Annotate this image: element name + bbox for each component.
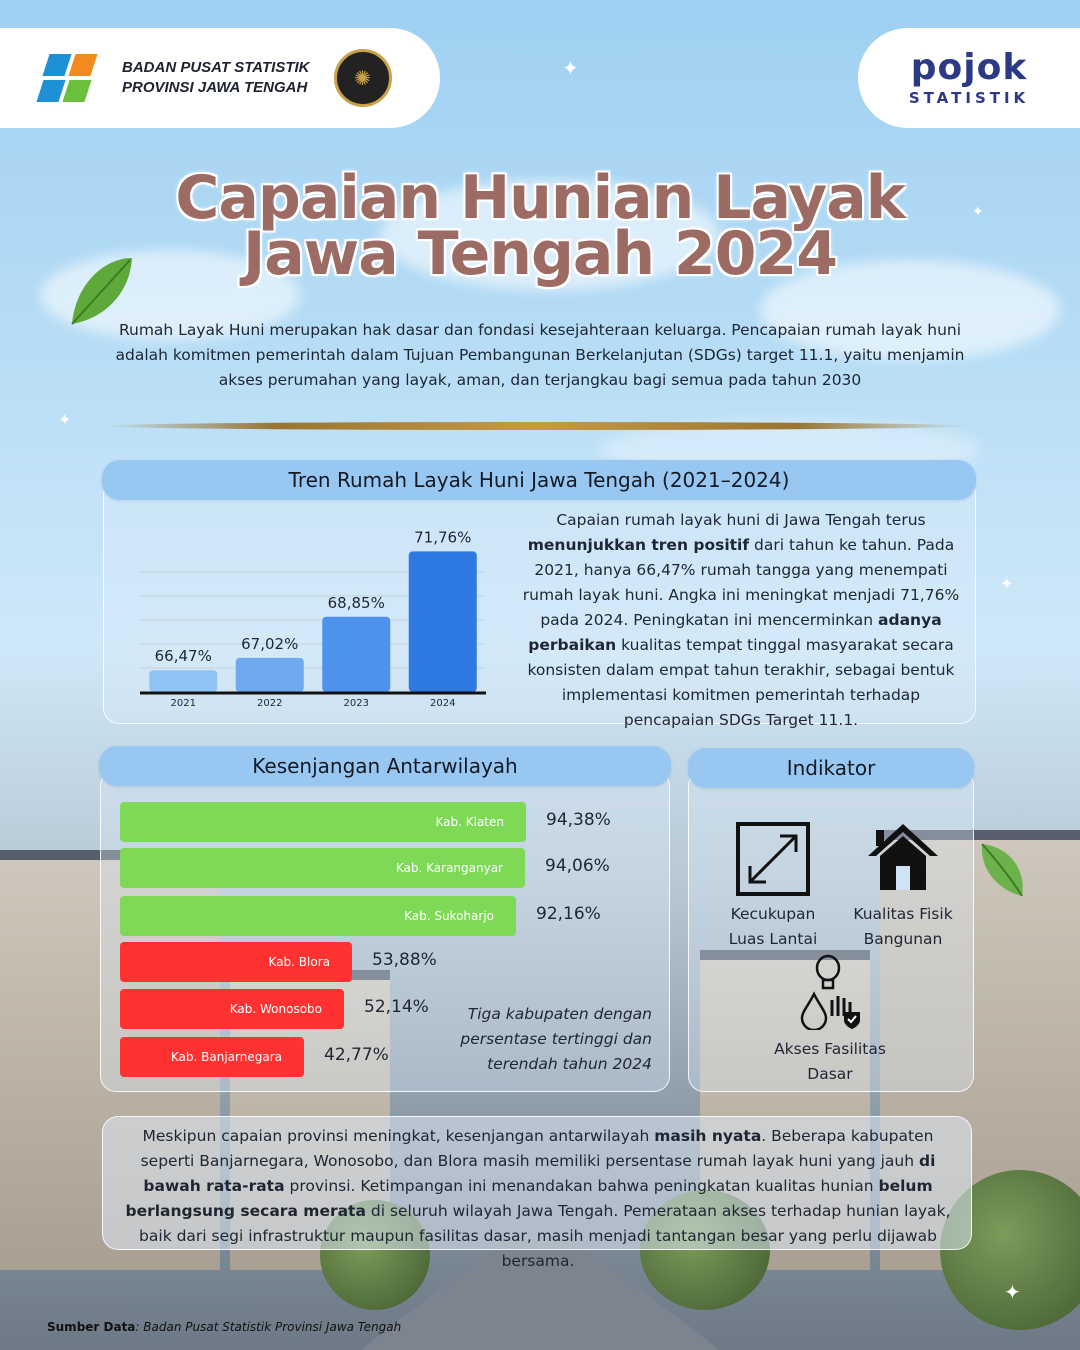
bps-logo-icon <box>38 48 112 108</box>
gap-value: 94,38% <box>546 810 611 830</box>
gold-divider <box>104 422 968 430</box>
utilities-icon <box>798 954 864 1030</box>
gap-bar: Kab. Blora <box>120 942 352 982</box>
sparkle-icon: ✦ <box>562 56 579 80</box>
chart-tick-label: 2021 <box>170 698 196 709</box>
chart-tick-label: 2024 <box>430 698 456 709</box>
source-note: Sumber Data: Badan Pusat Statistik Provinsi Jawa Tengah <box>47 1320 402 1334</box>
org-name-line1: BADAN PUSAT STATISTIK <box>122 59 310 76</box>
tren-heading: Tren Rumah Layak Huni Jawa Tengah (2021–2024) <box>102 460 976 500</box>
chart-bar-2023 <box>322 617 390 692</box>
tren-paragraph: Capaian rumah layak huni di Jawa Tengah terus menunjukkan tren positif dari tahun ke tahun. Pada 2021, hanya 66,47% rumah tangga yang menempati rumah layak huni. Angka ini meningkat menjadi 71,76% pada 2024. Peningkatan ini mencerminkan adanya perbaikan kualitas tempat tinggal masyarakat secara konsisten dalam empat tahun terakhir, sebagai bentuk implementasi komitmen pemerintah terhadap pencapaian SDGs Target 11.1. <box>522 511 960 729</box>
chart-data-label: 66,47% <box>154 647 212 666</box>
sparkle-icon: ✦ <box>58 410 72 429</box>
chart-bar-2024 <box>409 551 477 692</box>
header-org-badge <box>0 28 440 128</box>
gap-heading: Kesenjangan Antarwilayah <box>99 746 671 786</box>
gap-bar: Kab. Sukoharjo <box>120 896 516 936</box>
org-name <box>122 58 310 98</box>
sparkle-icon: ✦ <box>1004 1280 1021 1304</box>
chart-data-label: 67,02% <box>241 634 299 653</box>
pojok-statistik-logo <box>858 28 1080 128</box>
gap-bar: Kab. Karanganyar <box>120 848 525 888</box>
brand-bottom: STATISTIK <box>908 89 1030 107</box>
gap-value: 92,16% <box>536 904 601 924</box>
indikator-heading: Indikator <box>688 748 974 788</box>
intro-paragraph: Rumah Layak Huni merupakan hak dasar dan fondasi kesejahteraan keluarga. Pencapaian rumah layak huni adalah komitmen pemerintah dalam Tujuan Pembangunan Berkelanjutan (SDGs) target 11.1, yaitu menjamin akses perumahan yang layak, aman, dan terjangkau bagi semua pada tahun 2030 <box>115 321 965 389</box>
gap-bar: Kab. Klaten <box>120 802 526 842</box>
chart-tick-label: 2023 <box>343 698 369 709</box>
brand-top: pojok <box>910 47 1028 88</box>
gap-bar: Kab. Banjarnegara <box>120 1037 304 1077</box>
resize-arrow-icon <box>736 822 810 896</box>
indikator-label-akses: Akses Fasilitas Dasar <box>774 1040 886 1083</box>
conclusion-paragraph: Meskipun capaian provinsi meningkat, kesenjangan antarwilayah masih nyata. Beberapa kabupaten seperti Banjarnegara, Wonosobo, dan Blora masih memiliki persentase rumah layak huni yang jauh di bawah rata-rata provinsi. Ketimpangan ini menandakan bahwa peningkatan kualitas hunian belum berlangsung secara merata di seluruh wilayah Jawa Tengah. Pemerataan akses terhadap hunian layak, baik dari segi infrastruktur maupun fasilitas dasar, masih menjadi tantangan besar yang perlu dijawab bersama. <box>125 1127 951 1270</box>
sparkle-icon: ✦ <box>972 204 984 220</box>
gap-value: 53,88% <box>372 950 437 970</box>
chart-bar-2022 <box>236 658 304 692</box>
gap-value: 52,14% <box>364 997 429 1017</box>
gap-value: 42,77% <box>324 1045 389 1065</box>
indikator-label-fisik: Kualitas Fisik Bangunan <box>853 905 953 948</box>
sparkle-icon: ✦ <box>1000 574 1014 593</box>
university-seal-icon: ✺ <box>334 49 392 107</box>
org-name-line2: PROVINSI JAWA TENGAH <box>122 79 308 96</box>
tren-bar-chart <box>130 510 500 715</box>
chart-bar-2021 <box>149 670 217 692</box>
chart-data-label: 71,76% <box>414 528 472 547</box>
page-title <box>0 163 1080 289</box>
chart-data-label: 68,85% <box>327 593 385 612</box>
title-line1: Capaian Hunian Layak <box>175 163 905 233</box>
chart-tick-label: 2022 <box>257 698 283 709</box>
indikator-label-luas: Kecukupan Luas Lantai <box>728 905 818 948</box>
house-icon <box>866 822 940 892</box>
gap-note: Tiga kabupaten dengan persentase tertinggi dan terendah tahun 2024 <box>460 1005 652 1073</box>
gap-bar: Kab. Wonosobo <box>120 989 344 1029</box>
leaf-icon <box>978 840 1028 900</box>
gap-value: 94,06% <box>545 856 610 876</box>
title-line2: Jawa Tengah 2024 <box>242 219 838 289</box>
